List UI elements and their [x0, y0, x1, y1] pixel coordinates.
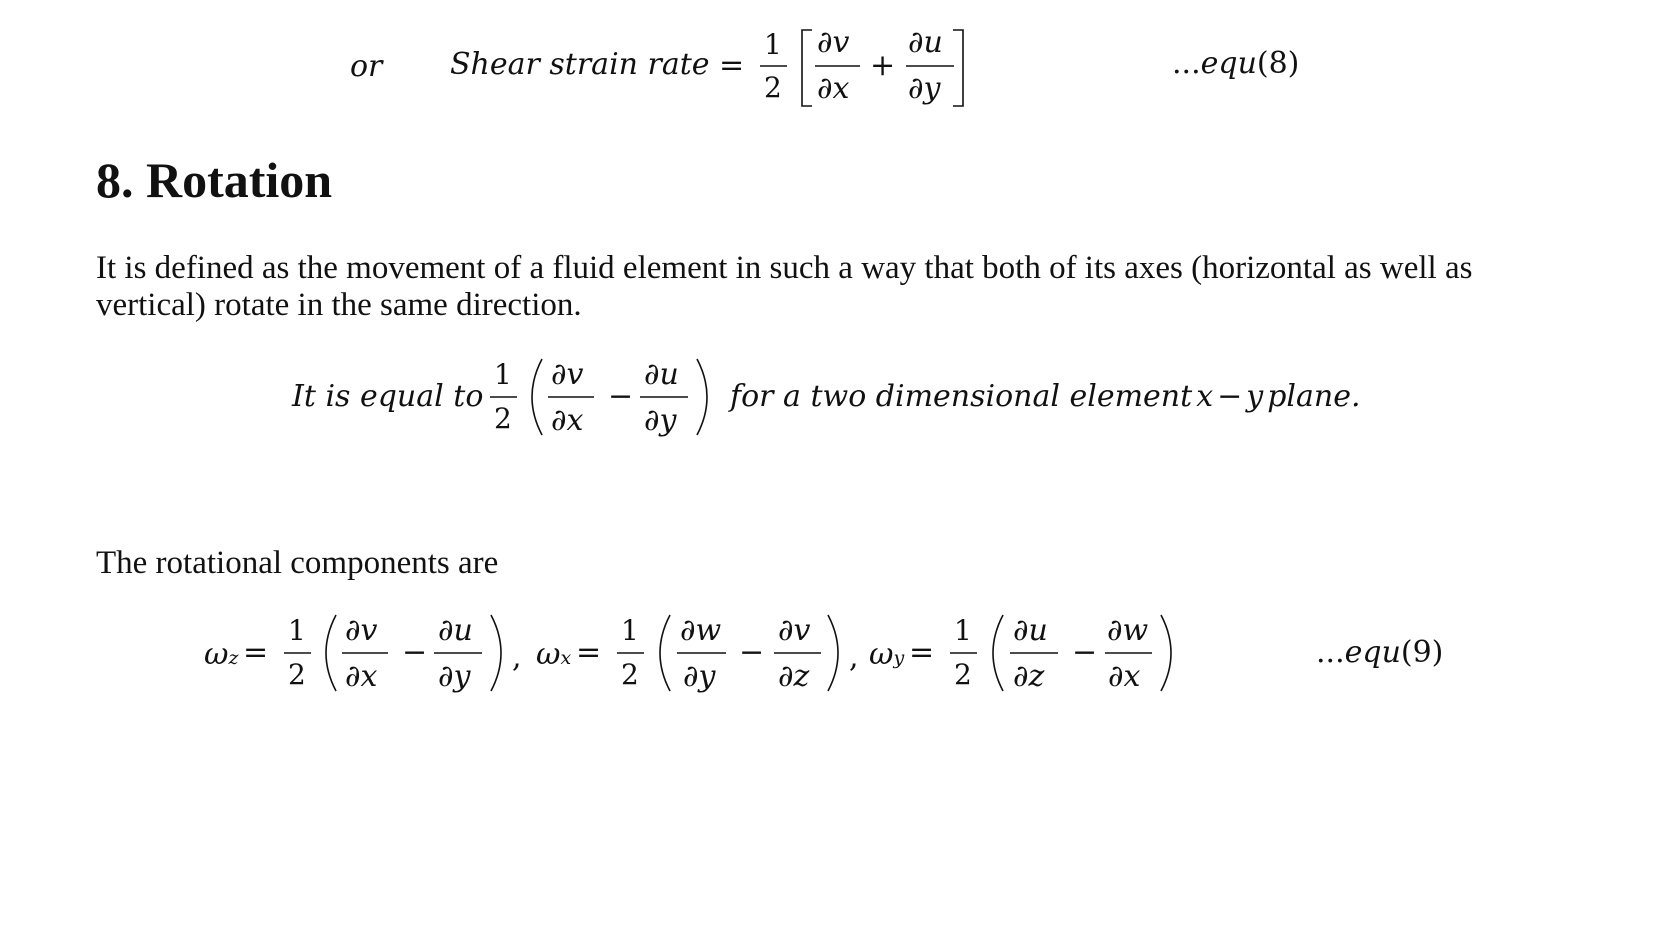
eq9-label-text: equ — [1344, 635, 1401, 670]
rotation-dash: − — [1217, 379, 1243, 414]
eq8-left-bracket — [802, 30, 812, 106]
eq8-label-text: equ — [1200, 46, 1257, 81]
rotation-half-numerator: 1 — [494, 358, 512, 391]
omega-y-minus: − — [1072, 635, 1098, 670]
rotation-minus: − — [608, 379, 634, 414]
omega-y-half-numerator: 1 — [954, 614, 972, 647]
omega-x-comma: , — [849, 640, 859, 675]
omega-z-omega: ω — [204, 637, 229, 672]
eq8-term2-denominator: ∂y — [908, 71, 941, 106]
omega-x-term1-numerator: ∂w — [680, 613, 722, 648]
eq8-lhs: Shear strain rate — [450, 47, 710, 82]
omega-z-term1-denominator: ∂x — [345, 659, 378, 694]
rotation-suffix-group — [730, 379, 1361, 414]
rotation-term2-numerator: ∂u — [644, 357, 679, 392]
eq8-term2-numerator: ∂u — [908, 25, 943, 60]
omega-x-right-paren — [828, 615, 838, 691]
omega-y-left-paren — [993, 615, 1003, 691]
eq9-label-number: (9) — [1400, 635, 1444, 670]
rotation-half-denominator: 2 — [494, 402, 512, 435]
omega-y-subscript: y — [893, 647, 905, 669]
section-paragraph: It is defined as the movement of a fluid element in such a way that both of its axes (horizontal as well as vertical) rotate in the same direction. — [96, 250, 1473, 323]
eq8-label-dots: ... — [1172, 46, 1201, 81]
omega-z-right-paren — [491, 615, 501, 691]
omega-y-term2-numerator: ∂w — [1107, 613, 1149, 648]
omega-y-equals: = — [909, 635, 935, 670]
omega-x-half-denominator: 2 — [621, 658, 639, 691]
omega-x-left-paren — [660, 615, 670, 691]
rotation-left-paren — [532, 359, 542, 435]
rotation-term1-numerator: ∂v — [551, 357, 584, 392]
rotation-term1-denominator: ∂x — [551, 403, 584, 438]
omega-z-subscript: z — [228, 647, 239, 669]
omega-y-half-denominator: 2 — [954, 658, 972, 691]
omega-x-omega: ω — [536, 637, 561, 672]
eq9-label — [1316, 635, 1444, 670]
eq8-label — [1172, 46, 1300, 81]
eq8-equals: = — [719, 48, 745, 83]
omega-z-left-paren — [326, 615, 336, 691]
section-heading: 8. Rotation — [96, 152, 333, 208]
rotation-prefix: It is equal to — [292, 379, 484, 414]
omega-x-term2-denominator: ∂z — [778, 659, 810, 694]
rotation-suffix: for a two dimensional element — [730, 379, 1193, 414]
omega-z-half-numerator: 1 — [288, 614, 306, 647]
rotation-x: x — [1196, 379, 1214, 414]
omega-y-term1-denominator: ∂z — [1013, 659, 1045, 694]
omega-y-omega: ω — [869, 637, 894, 672]
eq8-label-number: (8) — [1256, 46, 1300, 81]
omega-z-term2-numerator: ∂u — [438, 613, 473, 648]
omega-z-term1-numerator: ∂v — [345, 613, 378, 648]
omega-y-term2-denominator: ∂x — [1108, 659, 1141, 694]
omega-x-term2-numerator: ∂v — [778, 613, 811, 648]
omega-z-comma: , — [512, 640, 522, 675]
omega-y-symbol — [869, 637, 905, 672]
rotation-right-paren — [697, 359, 707, 435]
omega-x-subscript: x — [560, 647, 572, 669]
eq8-half-denominator: 2 — [764, 71, 782, 104]
omega-y-term1-numerator: ∂u — [1013, 613, 1048, 648]
eq9-label-dots: ... — [1316, 635, 1345, 670]
omega-x-symbol — [536, 637, 572, 672]
omega-x-term1-denominator: ∂y — [683, 659, 716, 694]
eq8-term1-denominator: ∂x — [817, 71, 850, 106]
eq8-right-bracket — [953, 30, 963, 106]
rotation-term2-denominator: ∂y — [644, 403, 677, 438]
rotation-y: y — [1246, 379, 1264, 414]
rotation-plane: plane. — [1267, 379, 1361, 414]
eq8-plus: + — [870, 48, 896, 83]
eq8-term1-numerator: ∂v — [817, 25, 850, 60]
omega-z-half-denominator: 2 — [288, 658, 306, 691]
eq8-or: or — [350, 49, 383, 84]
omega-z-equals: = — [243, 635, 269, 670]
omega-x-minus: − — [739, 635, 765, 670]
omega-z-term2-denominator: ∂y — [438, 659, 471, 694]
omega-z-symbol — [204, 637, 239, 672]
omega-x-equals: = — [576, 635, 602, 670]
eq8-half-numerator: 1 — [764, 28, 782, 61]
omega-y-right-paren — [1161, 615, 1171, 691]
omega-z-minus: − — [402, 635, 428, 670]
components-intro: The rotational components are — [96, 545, 499, 581]
omega-x-half-numerator: 1 — [621, 614, 639, 647]
